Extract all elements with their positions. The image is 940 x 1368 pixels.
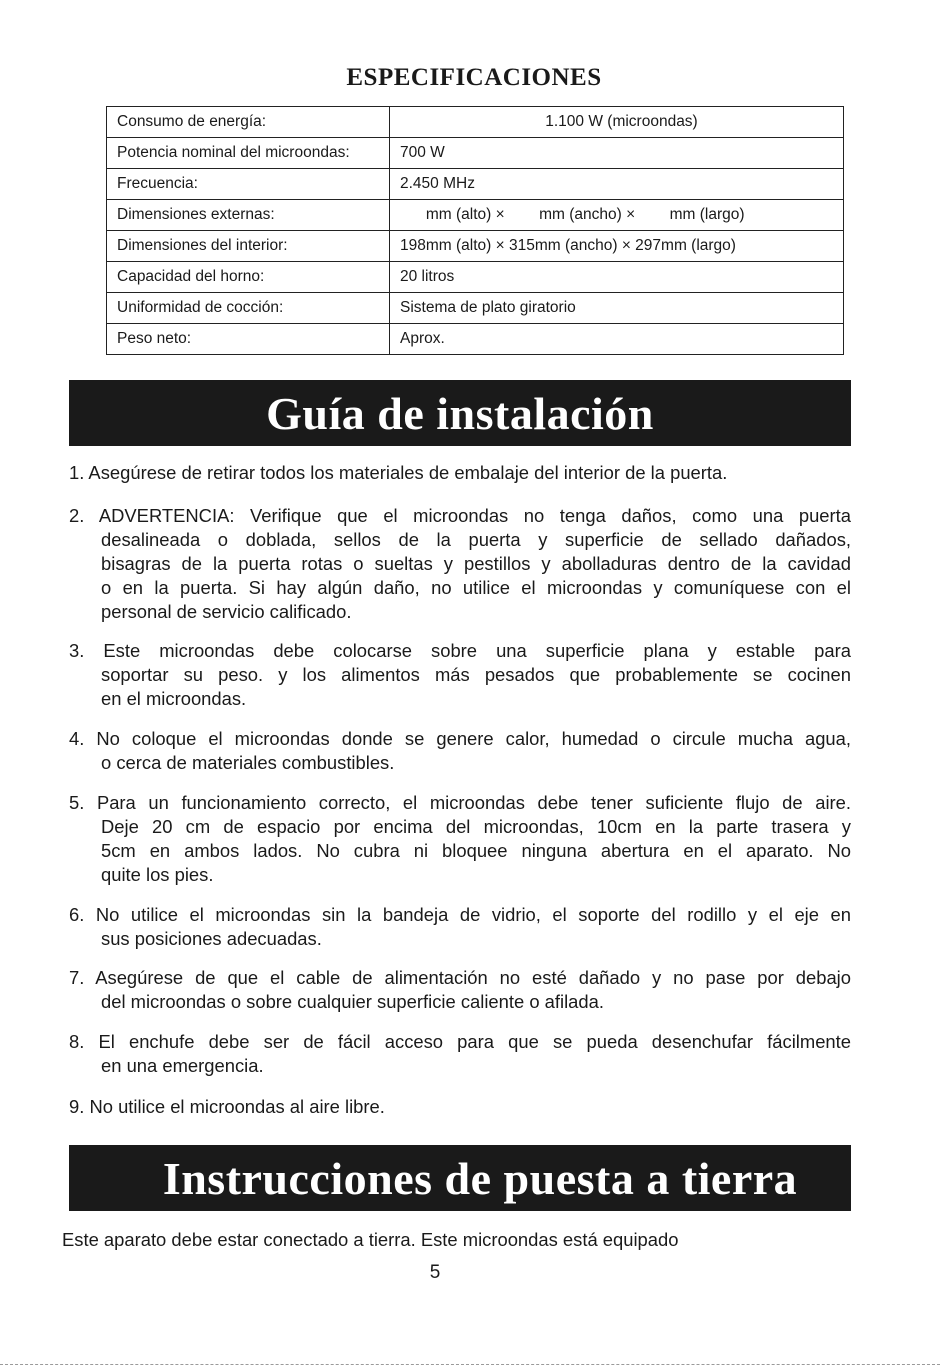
spec-label: Capacidad del horno:: [107, 262, 390, 293]
spec-value: mm (alto) × mm (ancho) × mm (largo): [390, 200, 844, 231]
spec-row: [107, 138, 844, 169]
spec-value: 198mm (alto) × 315mm (ancho) × 297mm (largo): [390, 231, 844, 262]
list-item: [69, 1030, 851, 1078]
grounding-heading: Instrucciones de puesta a tierra: [162, 1152, 798, 1204]
spec-row: [107, 231, 844, 262]
list-item-line: desalineada o doblada, sellos de la puerta y superficie de sellado dañados,: [101, 529, 851, 550]
list-item-line: en una emergencia.: [101, 1055, 264, 1076]
list-item: [69, 727, 851, 775]
list-item-line: soportar su peso. y los alimentos más pesados que probablemente se cocinen: [101, 664, 851, 685]
list-item: [69, 461, 851, 485]
list-item-line: bisagras de la puerta rotas o sueltas y pestillos y abolladuras dentro de la cavidad: [101, 553, 851, 574]
list-item-line: 4. No coloque el microondas donde se genere calor, humedad o circule mucha agua,: [69, 728, 851, 749]
spec-row: [107, 169, 844, 200]
list-item-line: o en la puerta. Si hay algún daño, no utilice el microondas y comuníquese con el: [101, 577, 851, 598]
list-item: [69, 791, 851, 887]
list-item-line: 5. Para un funcionamiento correcto, el microondas debe tener suficiente flujo de aire.: [69, 792, 851, 813]
spec-value: Aprox.: [390, 324, 844, 355]
list-item-line: 6. No utilice el microondas sin la bandeja de vidrio, el soporte del rodillo y el eje en: [69, 904, 851, 925]
spec-value: 1.100 W (microondas): [390, 107, 844, 138]
installation-guide-heading: Guía de instalación: [266, 387, 654, 439]
list-item-line: 8. El enchufe debe ser de fácil acceso para que se pueda desenchufar fácilmente: [69, 1031, 851, 1052]
list-item-line: 9. No utilice el microondas al aire libre.: [69, 1096, 385, 1117]
list-item: [69, 1095, 851, 1119]
spec-value: 20 litros: [390, 262, 844, 293]
list-item: [69, 639, 851, 711]
list-item-line: sus posiciones adecuadas.: [101, 928, 322, 949]
list-item-line: 1. Asegúrese de retirar todos los materiales de embalaje del interior de la puerta.: [69, 462, 728, 483]
list-item-line: Deje 20 cm de espacio por encima del microondas, 10cm en la parte trasera y: [101, 816, 851, 837]
spec-row: [107, 324, 844, 355]
list-item-line: 7. Asegúrese de que el cable de alimentación no esté dañado y no pase por debajo: [69, 967, 851, 988]
list-item-line: 2. ADVERTENCIA: Verifique que el microondas no tenga daños, como una puerta: [69, 505, 851, 526]
page-title: ESPECIFICACIONES: [346, 64, 602, 91]
spec-value: 2.450 MHz: [390, 169, 844, 200]
spec-row: [107, 262, 844, 293]
list-item-line: o cerca de materiales combustibles.: [101, 752, 395, 773]
installation-guide-banner: [69, 380, 851, 446]
spec-label: Peso neto:: [107, 324, 390, 355]
list-item-line: del microondas o sobre cualquier superficie caliente o afilada.: [101, 991, 604, 1012]
page-number: 5: [429, 1262, 441, 1283]
spec-value: 700 W: [390, 138, 844, 169]
spec-row: [107, 200, 844, 231]
list-item-line: 3. Este microondas debe colocarse sobre una superficie plana y estable para: [69, 640, 851, 661]
grounding-banner: [69, 1145, 851, 1211]
spec-label: Frecuencia:: [107, 169, 390, 200]
spec-row: [107, 293, 844, 324]
page-edge-divider: [0, 1364, 940, 1365]
list-item-line: en el microondas.: [101, 688, 247, 709]
list-item-line: personal de servicio calificado.: [101, 601, 352, 622]
spec-label: Consumo de energía:: [107, 107, 390, 138]
spec-row: [107, 107, 844, 138]
list-item: [69, 966, 851, 1014]
spec-label: Uniformidad de cocción:: [107, 293, 390, 324]
specifications-table: [106, 106, 844, 355]
grounding-paragraph: Este aparato debe estar conectado a tierra. Este microondas está equipado: [62, 1229, 679, 1250]
spec-label: Dimensiones del interior:: [107, 231, 390, 262]
list-item-line: quite los pies.: [101, 864, 214, 885]
list-item: [69, 903, 851, 951]
list-item: [69, 504, 851, 624]
spec-label: Dimensiones externas:: [107, 200, 390, 231]
list-item-line: 5cm en ambos lados. No cubra ni bloquee ninguna abertura en el aparato. No: [101, 840, 851, 861]
spec-label: Potencia nominal del microondas:: [107, 138, 390, 169]
spec-value: Sistema de plato giratorio: [390, 293, 844, 324]
